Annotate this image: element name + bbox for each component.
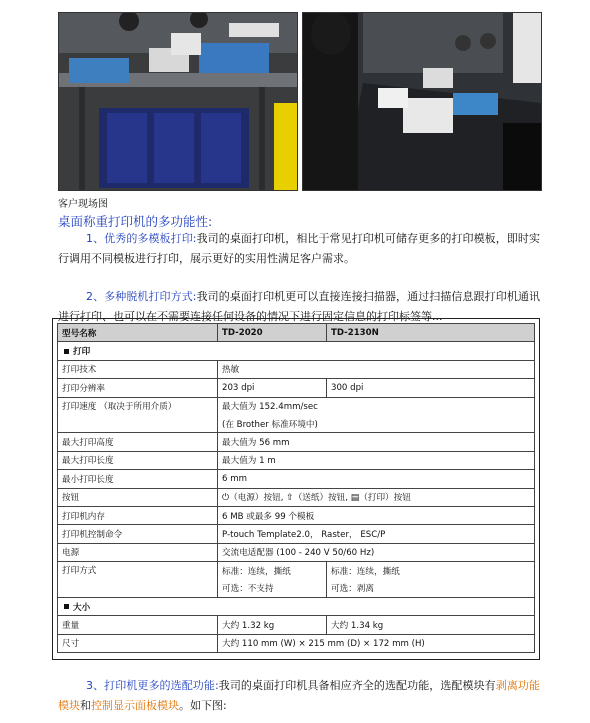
table-header-row <box>58 324 535 342</box>
feed-icon: ⇧ <box>286 493 294 504</box>
row-value <box>218 488 535 506</box>
print-button-text: （打印）按钮 <box>359 493 411 504</box>
row-value: 大约 1.32 kg <box>218 616 327 634</box>
row-value-note: (在 Brother 标准环境中) <box>218 415 535 433</box>
paragraph-heading: 3、打印机更多的选配功能: <box>86 679 219 692</box>
power-button-text: （电源）按钮, <box>229 493 284 504</box>
table-row <box>58 506 535 524</box>
row-value: 标准：连续，撕纸 <box>218 562 327 580</box>
table-row <box>58 634 535 652</box>
table-row <box>58 562 535 580</box>
row-label: 打印机控制命令 <box>58 525 218 543</box>
row-value: 6 MB 或最多 99 个模板 <box>218 506 535 524</box>
row-value: 最大值为 1 m <box>218 451 535 469</box>
row-value: 最大值为 56 mm <box>218 433 535 451</box>
table-row <box>58 360 535 378</box>
row-label: 最小打印长度 <box>58 470 218 488</box>
square-bullet-icon <box>64 349 69 354</box>
row-label: 打印机内存 <box>58 506 218 524</box>
row-label: 尺寸 <box>58 634 218 652</box>
row-label: 打印分辨率 <box>58 379 218 397</box>
section-label: 打印 <box>73 347 91 358</box>
feed-button-text: （送纸）按钮, <box>293 493 348 504</box>
row-value: 6 mm <box>218 470 535 488</box>
row-label: 最大打印长度 <box>58 451 218 469</box>
spec-table <box>57 323 535 653</box>
table-row <box>58 488 535 506</box>
header-cell: TD-2020 <box>218 324 327 342</box>
paragraph-heading: 1、优秀的多模板打印: <box>86 232 197 245</box>
row-value: 交流电适配器 (100 - 240 V 50/60 Hz) <box>218 543 535 561</box>
paragraph-heading: 2、多种脱机打印方式: <box>86 290 197 303</box>
section-row <box>58 597 535 615</box>
row-label: 打印方式 <box>58 562 218 598</box>
paragraph-multi-template <box>58 229 540 269</box>
power-icon: ⏻ <box>222 493 230 504</box>
section-label: 大小 <box>73 602 91 613</box>
photo-caption: 客户现场图 <box>58 199 108 210</box>
row-value: 300 dpi <box>327 379 535 397</box>
paragraph-text: 。如下图: <box>179 699 227 712</box>
paragraph-options <box>58 676 540 716</box>
paragraph-text: 我司的桌面打印机具备相应齐全的选配功能，选配模块有 <box>218 679 496 692</box>
table-row <box>58 397 535 415</box>
spec-table-frame <box>52 318 540 660</box>
table-row <box>58 451 535 469</box>
row-value: 大约 110 mm (W) × 215 mm (D) × 172 mm (H) <box>218 634 535 652</box>
row-value: 热敏 <box>218 360 535 378</box>
table-row <box>58 543 535 561</box>
row-label: 打印速度 （取决于所用介质） <box>58 397 218 433</box>
square-bullet-icon <box>64 604 69 609</box>
section-row <box>58 342 535 360</box>
site-photo-right <box>302 12 542 191</box>
header-cell: 型号名称 <box>58 324 218 342</box>
row-value: 可选：剥离 <box>327 579 535 597</box>
row-value: P-touch Template2.0， Raster， ESC/P <box>218 525 535 543</box>
row-value: 标准：连续，撕纸 <box>327 562 535 580</box>
row-label: 电源 <box>58 543 218 561</box>
section-title: 桌面称重打印机的多功能性: <box>58 214 213 229</box>
table-row <box>58 379 535 397</box>
table-row <box>58 616 535 634</box>
print-icon: ▤ <box>350 493 360 504</box>
table-row <box>58 433 535 451</box>
header-cell: TD-2130N <box>327 324 535 342</box>
row-value: 最大值为 152.4mm/sec <box>218 397 535 415</box>
row-value: 大约 1.34 kg <box>327 616 535 634</box>
row-label: 重量 <box>58 616 218 634</box>
row-label: 最大打印高度 <box>58 433 218 451</box>
table-row <box>58 525 535 543</box>
paragraph-text: 和 <box>80 699 91 712</box>
row-value: 203 dpi <box>218 379 327 397</box>
row-value: 可选：不支持 <box>218 579 327 597</box>
paragraph-text: 我司的桌面打印机，相比于常见打印机可储存更多的打印模板，即时实行调用不同模板进行打印，展示更好的实用性满足客户需求。 <box>58 232 540 265</box>
table-row <box>58 470 535 488</box>
highlight-peel-module: 剥离功能模块 <box>58 679 541 712</box>
site-photo-left <box>58 12 298 191</box>
row-label: 按钮 <box>58 488 218 506</box>
paragraph-text: 我司的桌面打印机更可以直接连接扫描器，通过扫描信息跟打印机通讯进行打印、也可以在不需要连接任何设备的情况下进行固定信息的打印标签等... <box>58 290 540 323</box>
highlight-panel-module: 控制显示面板模块 <box>91 699 179 712</box>
row-label: 打印技术 <box>58 360 218 378</box>
